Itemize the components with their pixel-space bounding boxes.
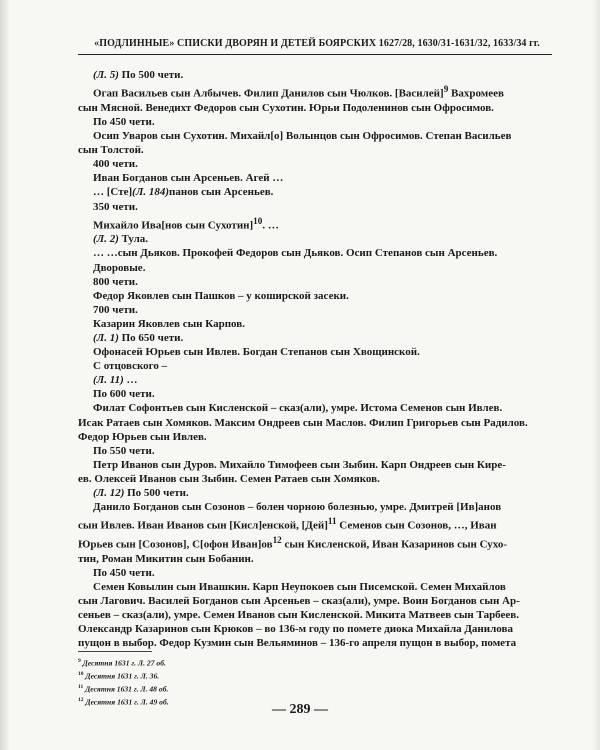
page-edge-highlight — [592, 0, 600, 750]
text-line: 350 чети. — [93, 200, 138, 213]
text-line: Федор Юрьев сын Ивлев. — [78, 430, 207, 443]
footnotes — [78, 656, 378, 708]
text-line: сын Ивлев. Иван Иванов сын [Кисл]енской, [Дей]$^{11}$ Семенов сын Созонов, …, Иван — [78, 516, 497, 532]
text-line: Исак Ратаев сын Хомяков. Максим Ондреев сын Маслов. Филип Григорьев сын Радилов. — [78, 416, 528, 429]
text-line: Петр Иванов сын Дуров. Михайло Тимофеев сын Зыбин. Карп Ондреев сын Кире- — [93, 458, 506, 471]
text-line: По 600 чети. — [93, 388, 155, 401]
text-line: Огап Васильев сын Албычев. Филип Данилов сын Чюлков. [Василей]$^9$ Вахромеев — [93, 84, 504, 100]
text-line: сын Толстой. — [78, 144, 144, 157]
text-line: Данило Богданов сын Созонов – болен чорною болезнью, умре. Дмитрей [Ив]анов — [93, 501, 502, 514]
text-line: (Л. 1) По 650 чети. — [93, 332, 184, 344]
text-line: Филат Софонтьев сын Кисленской – сказ(али), умре. Истома Семенов сын Ивлев. — [93, 402, 503, 415]
text-line: Дворовые. — [93, 261, 146, 274]
running-header: «ПОДЛИННЫЕ» СПИСКИ ДВОРЯН И ДЕТЕЙ БОЯРСКИХ 1627/28, 1630/31-1631/32, 1633/34 гг. — [94, 38, 540, 49]
text-line: Михайло Ива[нов сын Сухотин]$^{10}$. … — [93, 215, 279, 232]
text-line: 800 чети. — [93, 275, 138, 288]
text-line: … [Сте](Л. 184)панов сын Арсеньев. — [93, 186, 274, 199]
text-line: 400 чети. — [93, 158, 138, 171]
footnote-rule — [78, 651, 152, 652]
text-line: Офонасей Юрьев сын Ивлев. Богдан Степанов сын Хвощинской. — [93, 346, 420, 359]
text-line: 700 чети. — [93, 303, 138, 316]
text-line: По 450 чети. — [93, 566, 155, 579]
footnote-ref: 10 — [253, 215, 263, 226]
text-line: С отцовского – — [93, 360, 168, 373]
text-line: сын Мясной. Венедихт Федоров сын Сухотин. Юрьи Подоленинов сын Офросимов. — [78, 101, 494, 114]
body-text — [78, 68, 552, 650]
text-line: пущон в выбор. Федор Кузмин сын Вельяминов – 136-го апреля пущон в выбор, помета — [78, 637, 517, 650]
text-line: По 550 чети. — [93, 444, 155, 457]
text-line: (Л. 12) По 500 чети. — [93, 487, 189, 500]
text-line: ев. Олексей Иванов сын Зыбин. Семен Ратаев сын Хомяков. — [78, 472, 380, 485]
text-line: Иван Богданов сын Арсеньев. Агей … — [93, 172, 284, 185]
page-edge-shadow — [0, 0, 10, 750]
text-line: тин, Роман Микитин сын Бобанин. — [78, 552, 254, 565]
page-number: — 289 — — [272, 702, 328, 717]
text-line: (Л. 11) … — [93, 374, 138, 387]
text-line: Казарин Яковлев сын Карпов. — [93, 317, 245, 330]
footnote-ref: 11 — [327, 516, 337, 527]
text-line: Юрьев сын [Созонов], С[офон $Иван]ов^{12}$ сын Кисленской, Иван Казаринов сын Сухо- — [78, 534, 508, 551]
text-line: (Л. 5) По 500 чети. — [93, 69, 184, 81]
text-line: По 450 чети. — [93, 115, 155, 128]
text-line: … …сын Дьяков. Прокофей Федоров сын Дьяков. Осип Степанов сын Арсеньев. — [93, 247, 498, 260]
footnote-ref: 9 — [443, 84, 449, 95]
text-line: сын Лагович. Василей Богданов сын Арсеньев – сказ(али), умре. Воин Богданов сын Ар- — [78, 595, 520, 607]
header-rule — [78, 54, 552, 55]
footnote: $^{11}$ Десятня 1631 г. Л. 48 об. — [78, 684, 169, 694]
footnote: $^{12}$ Десятня 1631 г. Л. 49 об. — [78, 697, 169, 707]
text-line: (Л. 2) Тула. — [93, 233, 149, 246]
text-line: Семен Ковылин сын Ивашкин. Карп Неупокоев сын Писемской. Семен Михайлов — [93, 580, 506, 593]
text-line: Федор Яковлев сын Пашков – у коширской засеки. — [93, 289, 349, 302]
text-line: сеньев – сказ(али), умре. Семен Иванов сын Кисленской. Микита Матвеев сын Тарбеев. — [78, 609, 519, 622]
footnote: $^{10}$ Десятня 1631 г. Л. 36. — [78, 671, 160, 681]
footnote-ref: 12 — [272, 534, 282, 545]
text-line: Олександр Казаринов сын Крюков – во 136-м году по помете диока Михайла Данилова — [78, 623, 513, 636]
footnote: $^9$ Десятня 1631 г. Л. 27 об. — [78, 658, 166, 668]
text-line: Осип Уваров сын Сухотин. Михайл[о] Волынцов сын Офросимов. Степан Васильев — [93, 130, 512, 143]
